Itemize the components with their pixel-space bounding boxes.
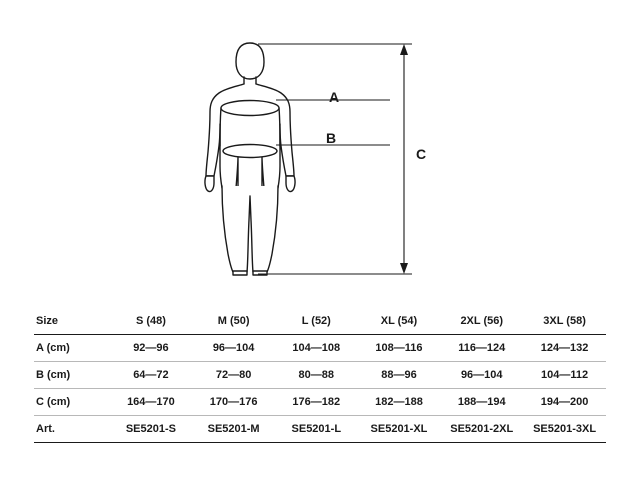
- cell-b-l: 80—88: [275, 362, 358, 389]
- head-outline: [236, 43, 264, 79]
- cell-art-xl: SE5201-XL: [358, 416, 441, 443]
- size-table: [34, 308, 606, 443]
- cell-b-m: 72—80: [192, 362, 275, 389]
- size-table-body: [34, 335, 606, 443]
- cell-art-2xl: SE5201-2XL: [440, 416, 523, 443]
- left-hand: [205, 176, 214, 192]
- cell-a-xl: 108—116: [358, 335, 441, 362]
- header-l: L (52): [275, 308, 358, 335]
- waist-band: [223, 145, 277, 158]
- measure-label-a: A: [329, 89, 340, 105]
- arrowhead-up: [400, 44, 408, 55]
- header-m: M (50): [192, 308, 275, 335]
- size-table-head: [34, 308, 606, 335]
- arrowhead-down: [400, 263, 408, 274]
- header-2xl: 2XL (56): [440, 308, 523, 335]
- table-header-row: [34, 308, 606, 335]
- header-xl: XL (54): [358, 308, 441, 335]
- cell-art-m: SE5201-M: [192, 416, 275, 443]
- cell-art-l: SE5201-L: [275, 416, 358, 443]
- table-row: [34, 335, 606, 362]
- cell-c-s: 164—170: [110, 389, 193, 416]
- cell-b-xl: 88—96: [358, 362, 441, 389]
- cell-c-2xl: 188—194: [440, 389, 523, 416]
- right-hand: [286, 176, 295, 192]
- header-size: Size: [34, 308, 110, 335]
- cell-b-3xl: 104—112: [523, 362, 606, 389]
- row-label-art: Art.: [34, 416, 110, 443]
- size-table-wrapper: [34, 308, 606, 443]
- cell-a-2xl: 116—124: [440, 335, 523, 362]
- cell-art-s: SE5201-S: [110, 416, 193, 443]
- cell-c-l: 176—182: [275, 389, 358, 416]
- header-3xl: 3XL (58): [523, 308, 606, 335]
- left-foot: [233, 271, 247, 275]
- cell-c-3xl: 194—200: [523, 389, 606, 416]
- row-label-b: B (cm): [34, 362, 110, 389]
- header-s: S (48): [110, 308, 193, 335]
- cell-a-l: 104—108: [275, 335, 358, 362]
- row-label-c: C (cm): [34, 389, 110, 416]
- table-row: [34, 416, 606, 443]
- table-row: [34, 389, 606, 416]
- table-row: [34, 362, 606, 389]
- legs-outline: [222, 186, 278, 272]
- row-label-a: A (cm): [34, 335, 110, 362]
- cell-a-s: 92—96: [110, 335, 193, 362]
- cell-b-2xl: 96—104: [440, 362, 523, 389]
- cell-c-xl: 182—188: [358, 389, 441, 416]
- measure-label-c: C: [416, 146, 427, 162]
- cell-art-3xl: SE5201-3XL: [523, 416, 606, 443]
- chest-band: [221, 101, 279, 116]
- measure-label-b: B: [326, 130, 337, 146]
- cell-b-s: 64—72: [110, 362, 193, 389]
- cell-a-3xl: 124—132: [523, 335, 606, 362]
- cell-a-m: 96—104: [192, 335, 275, 362]
- cell-c-m: 170—176: [192, 389, 275, 416]
